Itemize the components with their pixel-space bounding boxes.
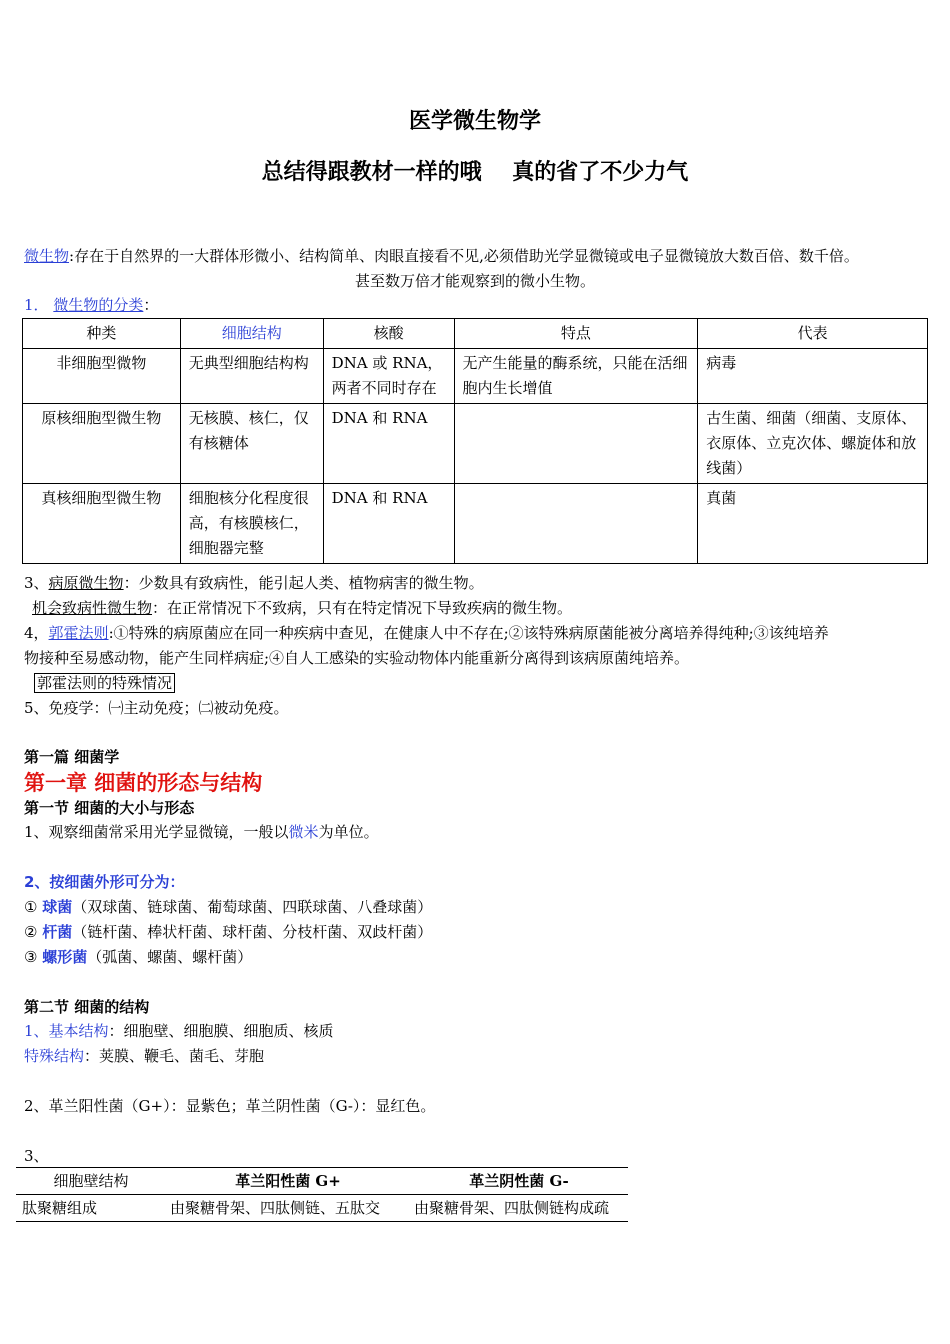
chapter-heading: 第一章 细菌的形态与结构 (24, 771, 263, 795)
list-number: ② (24, 923, 38, 941)
section1-heading (24, 294, 158, 316)
shape-name: 杆菌 (42, 923, 73, 941)
table-header-cell: 细胞结构 (180, 319, 323, 349)
definition-paragraph (24, 245, 859, 267)
table-cell: 原核细胞型微生物 (23, 404, 181, 484)
table-cell: DNA 或 RNA，两者不同时存在 (323, 349, 454, 404)
table-cell: DNA 和 RNA (323, 484, 454, 564)
list-number: ③ (24, 948, 38, 966)
koch-continuation: 物接种至易感动物，能产生同样病症;④自人工感染的实验动物体内能重新分离得到该病原菌纯培养。 (24, 649, 690, 667)
table-cell: 无核膜、核仁，仅有核糖体 (180, 404, 323, 484)
item-3-label: 3、 (24, 1147, 49, 1165)
pathogen-text: ：少数具有致病性，能引起人类、植物病害的微生物。 (123, 574, 484, 592)
opportunistic-paragraph (32, 597, 572, 619)
table-cell (454, 484, 698, 564)
basic-structure-text: ：细胞壁、细胞膜、细胞质、核质 (108, 1022, 334, 1040)
table-cell: 真菌 (698, 484, 928, 564)
basic-structure-label: 1、基本结构 (24, 1022, 109, 1040)
pathogen-term: 病原微生物 (48, 574, 124, 592)
paragraph-prefix: 3、 (24, 574, 49, 592)
table-cell: DNA 和 RNA (323, 404, 454, 484)
koch-special-box (34, 672, 175, 694)
table-cell: 由聚糖骨架、四肽侧链构成疏 (410, 1195, 628, 1222)
koch-paragraph (24, 622, 829, 644)
table-cell: 非细胞型微物 (23, 349, 181, 404)
special-structure-text: ：荚膜、鞭毛、菌毛、芽胞 (84, 1047, 265, 1065)
table-cell: 病毒 (698, 349, 928, 404)
part-heading: 第一篇 细菌学 (24, 748, 120, 766)
list-item (24, 896, 432, 918)
koch-special-label: 郭霍法则的特殊情况 (34, 673, 175, 693)
paragraph-prefix: 4， (24, 624, 49, 642)
definition-continuation: 甚至数万倍才能观察到的微小生物。 (354, 272, 595, 290)
opportunistic-text: ：在正常情况下不致病，只有在特定情况下导致疾病的微生物。 (152, 599, 573, 617)
table-header-cell: 特点 (454, 319, 698, 349)
special-structure-paragraph (24, 1045, 264, 1067)
list-number: ① (24, 898, 38, 916)
text-segment: 为单位。 (318, 823, 379, 841)
table-header-cell: 细胞壁结构 (16, 1168, 166, 1195)
special-structure-label: 特殊结构 (24, 1047, 85, 1065)
table-row (16, 1195, 628, 1222)
immunology-paragraph: 5、免疫学：㈠主动免疫；㈡被动免疫。 (24, 699, 289, 717)
pathogen-paragraph (24, 572, 484, 594)
gram-stain-paragraph: 2、革兰阳性菌（G+）：显紫色；革兰阴性菌（G-）：显红色。 (24, 1097, 436, 1115)
koch-text: :①特殊的病原菌应在同一种疾病中查见，在健康人中不存在;②该特殊病原菌能被分离培养得纯种;③该纯培养 (108, 624, 829, 642)
table-cell: 无典型细胞结构构 (180, 349, 323, 404)
table-row (23, 404, 928, 484)
table-cell: 古生菌、细菌（细菌、支原体、衣原体、立克次体、螺旋体和放线菌） (698, 404, 928, 484)
table-cell: 无产生能量的酶系统，只能在活细胞内生长增值 (454, 349, 698, 404)
shape-desc: （双球菌、链球菌、葡萄球菌、四联球菌、八叠球菌） (72, 898, 433, 916)
section1-label[interactable]: 微生物的分类 (53, 296, 144, 314)
document-title: 医学微生物学 (408, 109, 541, 134)
shape-name: 球菌 (42, 898, 73, 916)
text-segment: 1、观察细菌常采用光学显微镜，一般以 (24, 823, 289, 841)
table-cell: 真核细胞型微生物 (23, 484, 181, 564)
unit-term: 微米 (288, 823, 319, 841)
opportunistic-term: 机会致病性微生物 (32, 599, 153, 617)
table-header-cell: 革兰阳性菌 G+ (166, 1168, 410, 1195)
table-cell: 肽聚糖组成 (16, 1195, 166, 1222)
shape-heading: 2、按细菌外形可分为： (24, 873, 185, 891)
table-header-cell: 代表 (698, 319, 928, 349)
basic-structure-paragraph (24, 1020, 334, 1042)
classification-table (22, 318, 928, 564)
table-cell (454, 404, 698, 484)
table-header-cell: 种类 (23, 319, 181, 349)
table-header-cell: 核酸 (323, 319, 454, 349)
cell-wall-table (16, 1167, 628, 1222)
definition-term[interactable]: 微生物 (24, 247, 70, 265)
table-row (23, 349, 928, 404)
table-row (23, 484, 928, 564)
shape-desc: （弧菌、螺菌、螺杆菌） (87, 948, 253, 966)
table-cell: 细胞核分化程度很高，有核膜核仁，细胞器完整 (180, 484, 323, 564)
definition-text: :存在于自然界的一大群体形微小、结构简单、肉眼直接看不见,必须借助光学显微镜或电子显微镜放大数百倍、数千倍。 (69, 247, 859, 265)
section1-num: 1． (24, 296, 49, 314)
shape-desc: （链杆菌、棒状杆菌、球杆菌、分枝杆菌、双歧杆菌） (72, 923, 433, 941)
table-header-cell: 革兰阴性菌 G- (410, 1168, 628, 1195)
section-heading: 第二节 细菌的结构 (24, 998, 150, 1016)
section1-colon: ： (143, 296, 159, 314)
table-cell: 由聚糖骨架、四肽侧链、五肽交 (166, 1195, 410, 1222)
section-heading: 第一节 细菌的大小与形态 (24, 799, 195, 817)
shape-name: 螺形菌 (42, 948, 88, 966)
document-subtitle: 总结得跟教材一样的哦 真的省了不少力气 (261, 160, 689, 185)
table-header-row (16, 1168, 628, 1195)
koch-term[interactable]: 郭霍法则 (48, 624, 109, 642)
list-item (24, 921, 432, 943)
table-header-row (23, 319, 928, 349)
list-item (24, 946, 252, 968)
microscope-paragraph (24, 821, 379, 843)
